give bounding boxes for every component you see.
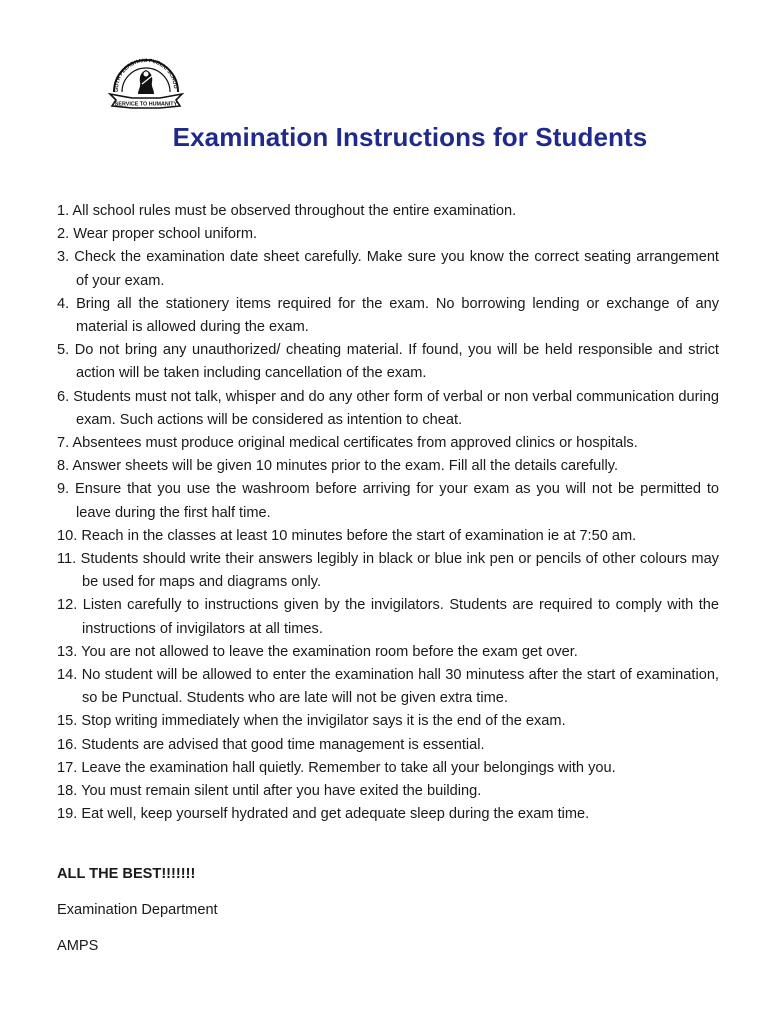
instruction-number: 6. <box>57 388 70 405</box>
instruction-item <box>57 525 719 548</box>
instruction-item <box>57 223 719 246</box>
instruction-text: Reach in the classes at least 10 minutes before the start of examination ie at 7:50 am. <box>81 527 637 544</box>
instruction-text: You must remain silent until after you have exited the building. <box>81 783 482 800</box>
instruction-list <box>57 200 719 826</box>
instruction-text: Wear proper school uniform. <box>73 226 258 243</box>
instruction-number: 4. <box>57 295 70 312</box>
instruction-number: 10. <box>57 527 78 544</box>
instruction-number: 7. <box>57 435 70 452</box>
instruction-item <box>57 293 719 339</box>
instruction-text: Absentees must produce original medical certificates from approved clinics or hospitals. <box>72 435 638 452</box>
instruction-item <box>57 664 719 710</box>
logo-ring-text: GOTH PEERDHANI PUBLIC SCHOO <box>113 57 179 92</box>
instruction-text: Listen carefully to instructions given by the invigilators. Students are required to comply with the instructions of invigilators at all times. <box>82 597 719 637</box>
instruction-number: 2. <box>57 226 70 243</box>
department-name: Examination Department <box>57 902 218 918</box>
instruction-text: Students are advised that good time management is essential. <box>81 736 485 753</box>
closing-message: ALL THE BEST!!!!!!! <box>57 866 196 882</box>
instruction-number: 17. <box>57 759 78 776</box>
logo-motto: SERVICE TO HUMANITY <box>114 101 178 108</box>
instruction-item <box>57 734 719 757</box>
instruction-text: Do not bring any unauthorized/ cheating material. If found, you will be held responsible and strict action will be taken including cancellation of the exam. <box>74 342 719 382</box>
instruction-item <box>57 780 719 803</box>
instruction-text: You are not allowed to leave the examination room before the exam get over. <box>81 643 578 660</box>
instruction-text: Answer sheets will be given 10 minutes prior to the exam. Fill all the details carefully. <box>72 458 619 475</box>
instruction-item <box>57 386 719 432</box>
instruction-number: 12. <box>57 597 78 614</box>
instruction-item <box>57 246 719 292</box>
instruction-text: Ensure that you use the washroom before arriving for your exam as you will not be permitted to leave during the first half time. <box>75 481 719 521</box>
instruction-number: 18. <box>57 783 78 800</box>
instruction-text: Students must not talk, whisper and do any other form of verbal or non verbal communication during exam. Such actions will be considered as intention to cheat. <box>73 388 719 428</box>
page-title: Examination Instructions for Students <box>172 122 648 152</box>
instruction-text: Leave the examination hall quietly. Remember to take all your belongings with you. <box>81 759 616 776</box>
instruction-text: Check the examination date sheet carefully. Make sure you know the correct seating arrangement of your exam. <box>74 249 719 289</box>
instruction-item <box>57 339 719 385</box>
instruction-number: 16. <box>57 736 78 753</box>
instruction-text: All school rules must be observed throughout the entire examination. <box>72 203 517 219</box>
instruction-text: Stop writing immediately when the invigilator says it is the end of the exam. <box>81 713 566 730</box>
instruction-text: Bring all the stationery items required for the exam. No borrowing lending or exchange of any material is allowed during the exam. <box>76 295 719 336</box>
instruction-text: Eat well, keep yourself hydrated and get adequate sleep during the exam time. <box>81 806 590 823</box>
instruction-item <box>57 548 719 594</box>
instruction-text: Students should write their answers legibly in black or blue ink pen or pencils of other colours may be used for maps and diagrams only. <box>80 551 719 591</box>
instruction-item <box>57 641 719 664</box>
instruction-number: 15. <box>57 713 78 730</box>
instruction-number: 3. <box>57 249 70 266</box>
instruction-number: 13. <box>57 643 78 660</box>
instruction-number: 11. <box>57 551 77 568</box>
instruction-item <box>57 710 719 733</box>
instruction-number: 8. <box>57 458 70 475</box>
instruction-number: 5. <box>57 342 70 359</box>
instruction-number: 19. <box>57 806 78 823</box>
instruction-item <box>57 455 719 478</box>
instruction-item <box>57 757 719 780</box>
instruction-item <box>57 594 719 640</box>
instruction-item <box>57 200 719 223</box>
instruction-text: No student will be allowed to enter the examination hall 30 minutess after the start of examination, so be Punctual. Students who are late will not be given extra time. <box>81 667 719 707</box>
instruction-item <box>57 803 719 826</box>
instruction-item <box>57 432 719 455</box>
instruction-number: 14. <box>57 667 78 684</box>
instruction-number: 1. <box>57 203 70 219</box>
instruction-number: 9. <box>57 481 70 498</box>
instruction-item <box>57 478 719 524</box>
school-crest-icon <box>108 44 184 120</box>
organization-name: AMPS <box>57 938 99 954</box>
